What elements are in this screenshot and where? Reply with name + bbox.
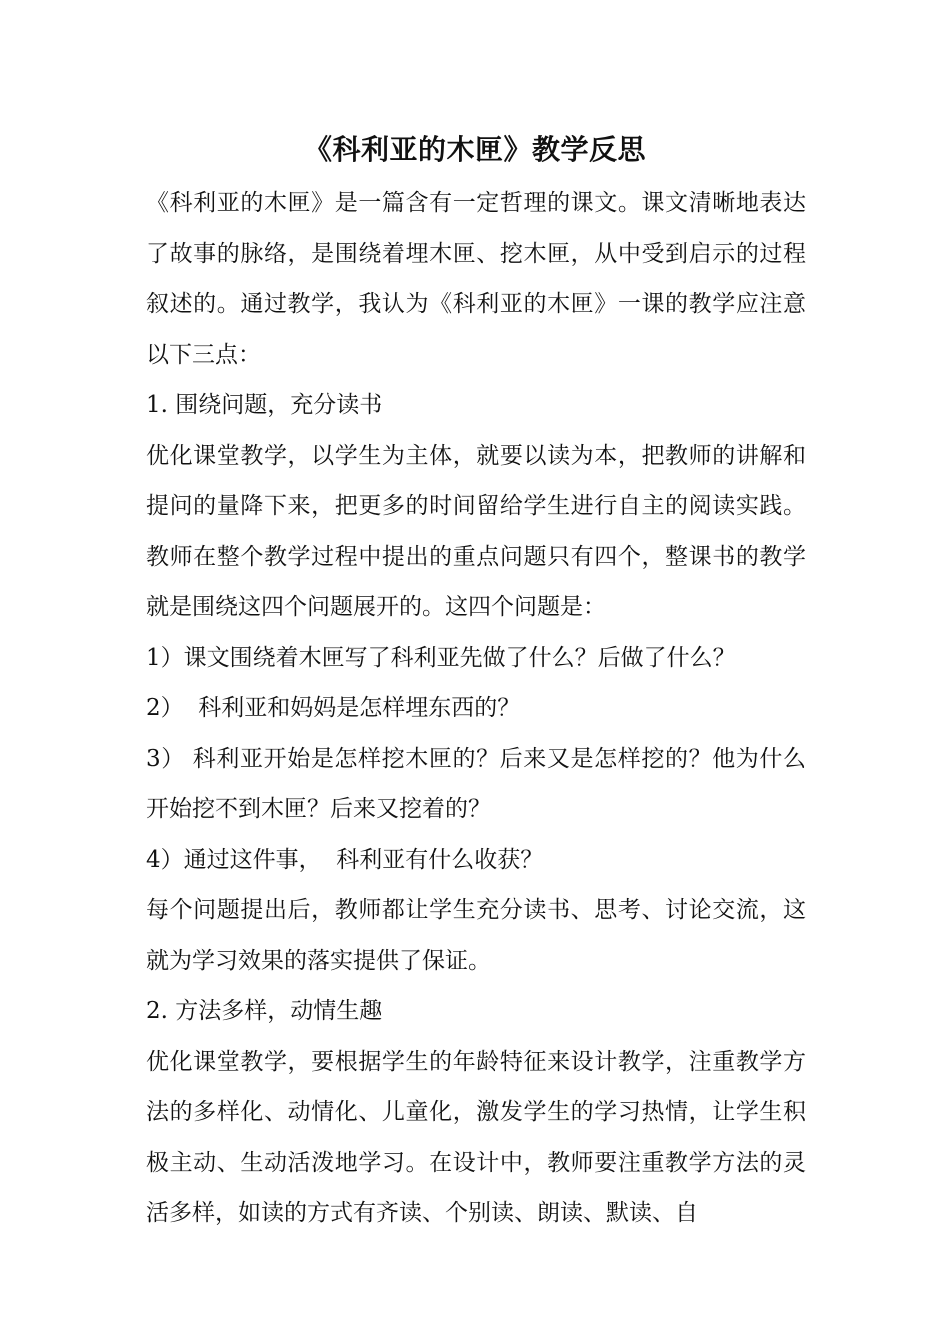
section-1-closing: 每个问题提出后，教师都让学生充分读书、思考、讨论交流，这就为学习效果的落实提供了保证。 bbox=[146, 897, 806, 974]
section-1-heading: 1. 围绕问题，充分读书 bbox=[146, 392, 383, 418]
question-item-2: 2） 科利亚和妈妈是怎样埋东西的？ bbox=[146, 695, 521, 721]
document-body bbox=[146, 178, 806, 1239]
question-item-3: 3） 科利亚开始是怎样挖木匣的？后来又是怎样挖的？他为什么开始挖不到木匣？后来又挖着的？ bbox=[146, 745, 806, 822]
document-title: 《科利亚的木匣》教学反思 bbox=[303, 133, 646, 166]
intro-paragraph: 《科利亚的木匣》是一篇含有一定哲理的课文。课文清晰地表达了故事的脉络，是围绕着埋木匣、挖木匣，从中受到启示的过程叙述的。通过教学，我认为《科利亚的木匣》一课的教学应注意以下三点： bbox=[146, 190, 806, 368]
question-item-1: 1）课文围绕着木匣写了科利亚先做了什么？后做了什么？ bbox=[146, 644, 736, 671]
section-2-paragraph: 优化课堂教学，要根据学生的年龄特征来设计教学，注重教学方法的多样化、动情化、儿童化，激发学生的学习热情，让学生积极主动、生动活泼地学习。在设计中，教师要注重教学方法的灵活多样，如读的方式有齐读、个别读、朗读、默读、自 bbox=[146, 1048, 806, 1226]
section-1-paragraph: 优化课堂教学，以学生为主体，就要以读为本，把教师的讲解和提问的量降下来，把更多的时间留给学生进行自主的阅读实践。教师在整个教学过程中提出的重点问题只有四个，整课书的教学就是围绕这四个问题展开的。这四个问题是： bbox=[146, 442, 806, 620]
section-2-heading: 2. 方法多样，动情生趣 bbox=[146, 998, 383, 1024]
question-item-4: 4）通过这件事， 科利亚有什么收获？ bbox=[146, 846, 544, 873]
